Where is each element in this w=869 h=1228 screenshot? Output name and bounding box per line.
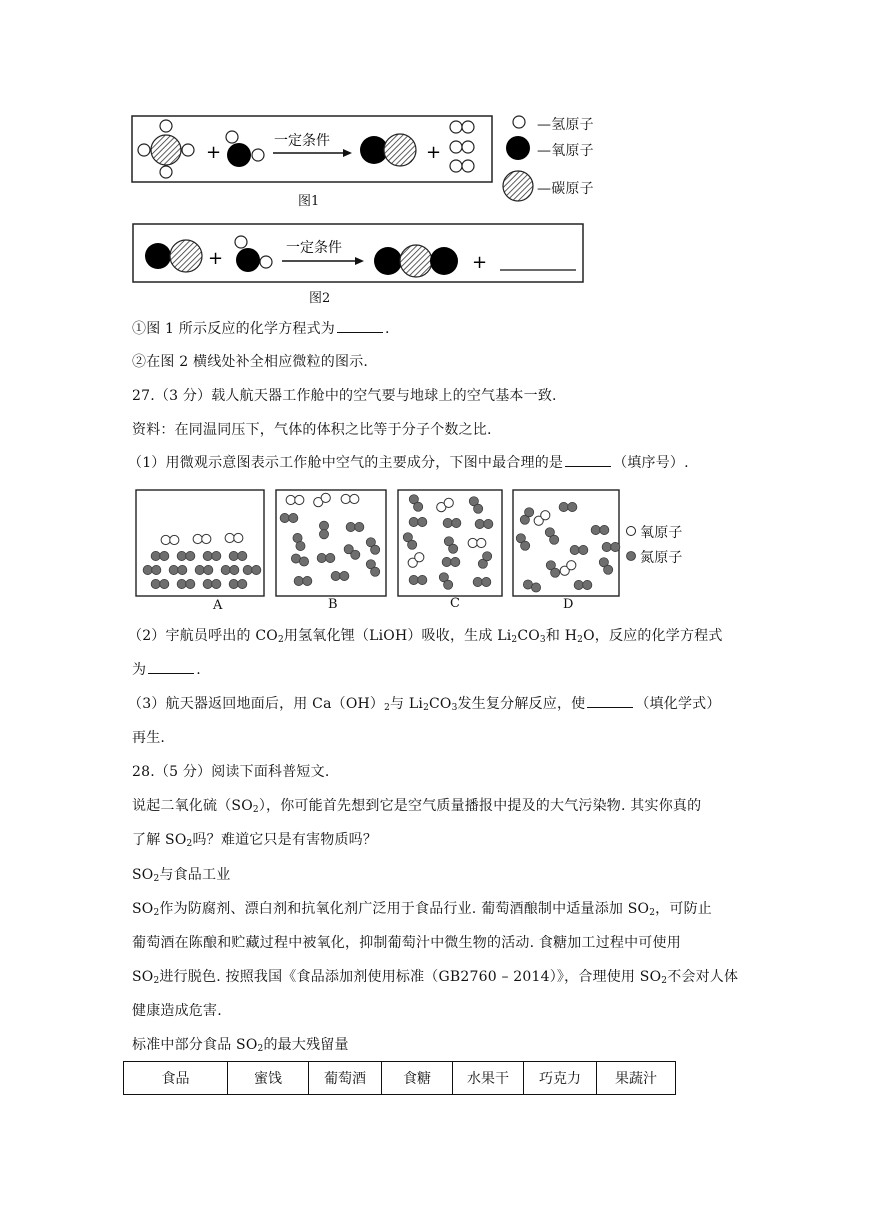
- table-header-cell: 巧克力: [524, 1062, 597, 1095]
- nitrogen-molecule: [291, 554, 308, 566]
- nitrogen-molecule: [591, 525, 609, 534]
- table-header-cell: 果蔬汁: [597, 1062, 676, 1095]
- oxygen-atom-icon: [506, 136, 530, 160]
- carbon-monoxide-molecule: [360, 134, 416, 166]
- nitrogen-molecule: [169, 565, 187, 574]
- oxygen-molecule: [341, 494, 359, 503]
- water-molecule: [226, 131, 264, 167]
- oxygen-molecule: [314, 493, 331, 507]
- nitrogen-molecule: [574, 580, 592, 589]
- figure-1-legend: [503, 116, 533, 201]
- so2-residue-table: [123, 1061, 676, 1095]
- nitrogen-molecule: [229, 579, 247, 588]
- nitrogen-molecule: [478, 552, 492, 569]
- water-molecule-2: [235, 236, 272, 272]
- figure-1: [0, 0, 869, 320]
- figure-1-caption: 图1: [298, 194, 320, 209]
- condition-label-2: 一定条件: [286, 240, 342, 256]
- oxygen-molecule: [193, 534, 211, 543]
- nitrogen-molecule: [280, 513, 298, 522]
- nitrogen-molecule: [203, 551, 221, 560]
- nitrogen-molecule: [469, 497, 483, 514]
- plus-sign-1: +: [206, 142, 222, 163]
- q27-part-3-line-2: 再生.: [132, 730, 166, 746]
- box-d-label: D: [563, 597, 574, 612]
- q27-info: 资料：在同温同压下，气体的体积之比等于分子个数之比.: [132, 422, 492, 438]
- q28-para-1: 说起二氧化硫$(SO_2)$，你可能首先想到它是空气质量播报中提及的大气污染物. 其实你真的: [132, 798, 702, 815]
- plus-sign-3: +: [208, 248, 224, 269]
- q28-heading: $SO_2$与食品工业: [132, 867, 231, 884]
- nitrogen-molecule: [473, 577, 491, 586]
- condition-label-1: 一定条件: [274, 133, 330, 149]
- q28-para-2-line-3: $SO_2$进行脱色. 按照我国《食品添加剂使用标准（GB2760 – 2014）》，合理使用 $SO_2$不会对人体: [132, 969, 739, 986]
- oxygen-molecule: [437, 498, 454, 512]
- nitrogen-atom-icon: [627, 552, 636, 561]
- answer-blank[interactable]: [587, 695, 633, 708]
- molecules: [143, 493, 620, 592]
- legend-hydrogen-label: —氢原子: [537, 117, 594, 133]
- plus-sign-2: +: [426, 142, 442, 163]
- nitrogen-molecule: [602, 542, 620, 551]
- nitrogen-molecule: [444, 537, 458, 554]
- table-header-cell: 食品: [124, 1062, 228, 1095]
- answer-blank[interactable]: [148, 661, 194, 674]
- nitrogen-molecule: [294, 576, 312, 585]
- nitrogen-molecule: [366, 560, 380, 577]
- nitrogen-molecule: [409, 517, 427, 526]
- nitrogen-molecule: [243, 565, 261, 574]
- table-caption: 标准中部分食品 $SO_2$的最大残留量: [132, 1037, 349, 1054]
- box-c-label: C: [450, 596, 460, 611]
- carbon-monoxide-molecule-2: [145, 240, 202, 272]
- nitrogen-molecule: [195, 565, 213, 574]
- nitrogen-molecule: [151, 579, 169, 588]
- oxygen-molecule: [468, 538, 486, 547]
- box-a-label: A: [213, 598, 223, 613]
- oxygen-molecule: [161, 535, 179, 544]
- hydrogen-molecules: [450, 121, 474, 172]
- nitrogen-molecule: [203, 579, 221, 588]
- carbon-dioxide-molecule: [374, 245, 458, 277]
- q28-para-1-line-2: 了解 $SO_2$吗？难道它只是有害物质吗？: [132, 832, 378, 849]
- answer-blank[interactable]: [337, 320, 383, 333]
- oxygen-molecule: [560, 561, 576, 576]
- air-composition-diagrams: [0, 480, 869, 620]
- nitrogen-molecule: [409, 495, 423, 512]
- methane-molecule: [138, 120, 194, 178]
- table-header-cell: 水果干: [453, 1062, 524, 1095]
- nitrogen-molecule: [443, 518, 461, 527]
- nitrogen-molecule: [475, 519, 493, 528]
- nitrogen-molecule: [520, 508, 534, 525]
- nitrogen-molecule: [439, 573, 453, 590]
- oxygen-molecule: [225, 533, 243, 542]
- oxygen-molecule: [286, 495, 304, 504]
- q27-title: 27.（3 分）载人航天器工作舱中的空气要与地球上的空气基本一致.: [132, 388, 557, 404]
- box-b-label: B: [328, 597, 338, 612]
- nitrogen-molecule: [545, 528, 559, 545]
- q27-part-1: （1）用微观示意图表示工作舱中空气的主要成分，下图中最合理的是 （填序号）.: [128, 455, 689, 471]
- nitrogen-molecule: [409, 575, 427, 584]
- nitrogen-molecule: [143, 565, 161, 574]
- nitrogen-molecule: [546, 561, 560, 578]
- nitrogen-molecule: [559, 502, 577, 511]
- q27-part-3: （3）航天器返回地面后，用 $Ca(OH)_2$与 $Li_2CO_3$发生复分解反应，使 （填化学式）: [128, 696, 721, 713]
- legend-oxygen-atom-label: 氧原子: [640, 525, 683, 541]
- q28-para-2-line-1: $SO_2$作为防腐剂、漂白剂和抗氧化剂广泛用于食品行业. 葡萄酒酿制中适量添加 $SO_2$，可防止: [132, 901, 712, 918]
- legend-carbon-label: —碳原子: [537, 181, 594, 197]
- nitrogen-molecule: [366, 538, 380, 555]
- legend-nitrogen-atom-label: 氮原子: [640, 550, 683, 566]
- table-header-cell: 蜜饯: [228, 1062, 309, 1095]
- nitrogen-molecule: [221, 565, 239, 574]
- figure-2-caption: 图2: [309, 291, 331, 306]
- table-header-row: [124, 1062, 676, 1095]
- nitrogen-molecule: [293, 533, 305, 550]
- nitrogen-molecule: [570, 545, 588, 554]
- nitrogen-molecule: [442, 557, 460, 566]
- nitrogen-molecule: [151, 551, 169, 560]
- nitrogen-molecule: [523, 580, 540, 592]
- q28-title: 28.（5 分）阅读下面科普短文.: [132, 764, 330, 780]
- hydrogen-atom-icon: [513, 116, 525, 128]
- nitrogen-molecule: [177, 551, 195, 560]
- q26-item-2: ②在图 2 横线处补全相应微粒的图示.: [132, 354, 369, 370]
- table-header-cell: 葡萄酒: [309, 1062, 382, 1095]
- nitrogen-molecule: [331, 571, 349, 580]
- carbon-atom-icon: [503, 171, 533, 201]
- oxygen-atom-icon: [627, 527, 636, 536]
- oxygen-molecule: [534, 511, 550, 526]
- nitrogen-molecule: [319, 521, 328, 539]
- nitrogen-molecule: [229, 551, 247, 560]
- nitrogen-molecule: [177, 579, 195, 588]
- q26-item-1: ①图 1 所示反应的化学方程式为 .: [132, 321, 390, 337]
- legend-oxygen-label: —氧原子: [537, 143, 594, 159]
- q27-part-2: （2）宇航员呼出的 $CO_2$用氢氧化锂（LiOH）吸收，生成 $Li_2CO_3$和 $H_2O$，反应的化学方程式: [128, 628, 723, 645]
- q28-para-2-line-2: 葡萄酒在陈酿和贮藏过程中被氧化，抑制葡萄汁中微生物的活动. 食糖加工过程中可使用: [132, 935, 681, 951]
- nitrogen-molecule: [403, 533, 417, 550]
- q28-para-2-line-4: 健康造成危害.: [132, 1003, 222, 1019]
- nitrogen-molecule: [599, 558, 613, 575]
- nitrogen-molecule: [317, 553, 335, 562]
- nitrogen-molecule: [344, 545, 360, 560]
- table-header-cell: 食糖: [382, 1062, 453, 1095]
- nitrogen-molecule: [346, 522, 364, 531]
- answer-blank[interactable]: [565, 454, 611, 467]
- q27-part-2-line-2: 为 .: [132, 662, 201, 678]
- oxygen-molecule: [408, 553, 424, 568]
- plus-sign-4: +: [472, 252, 488, 273]
- nitrogen-molecule: [516, 534, 530, 551]
